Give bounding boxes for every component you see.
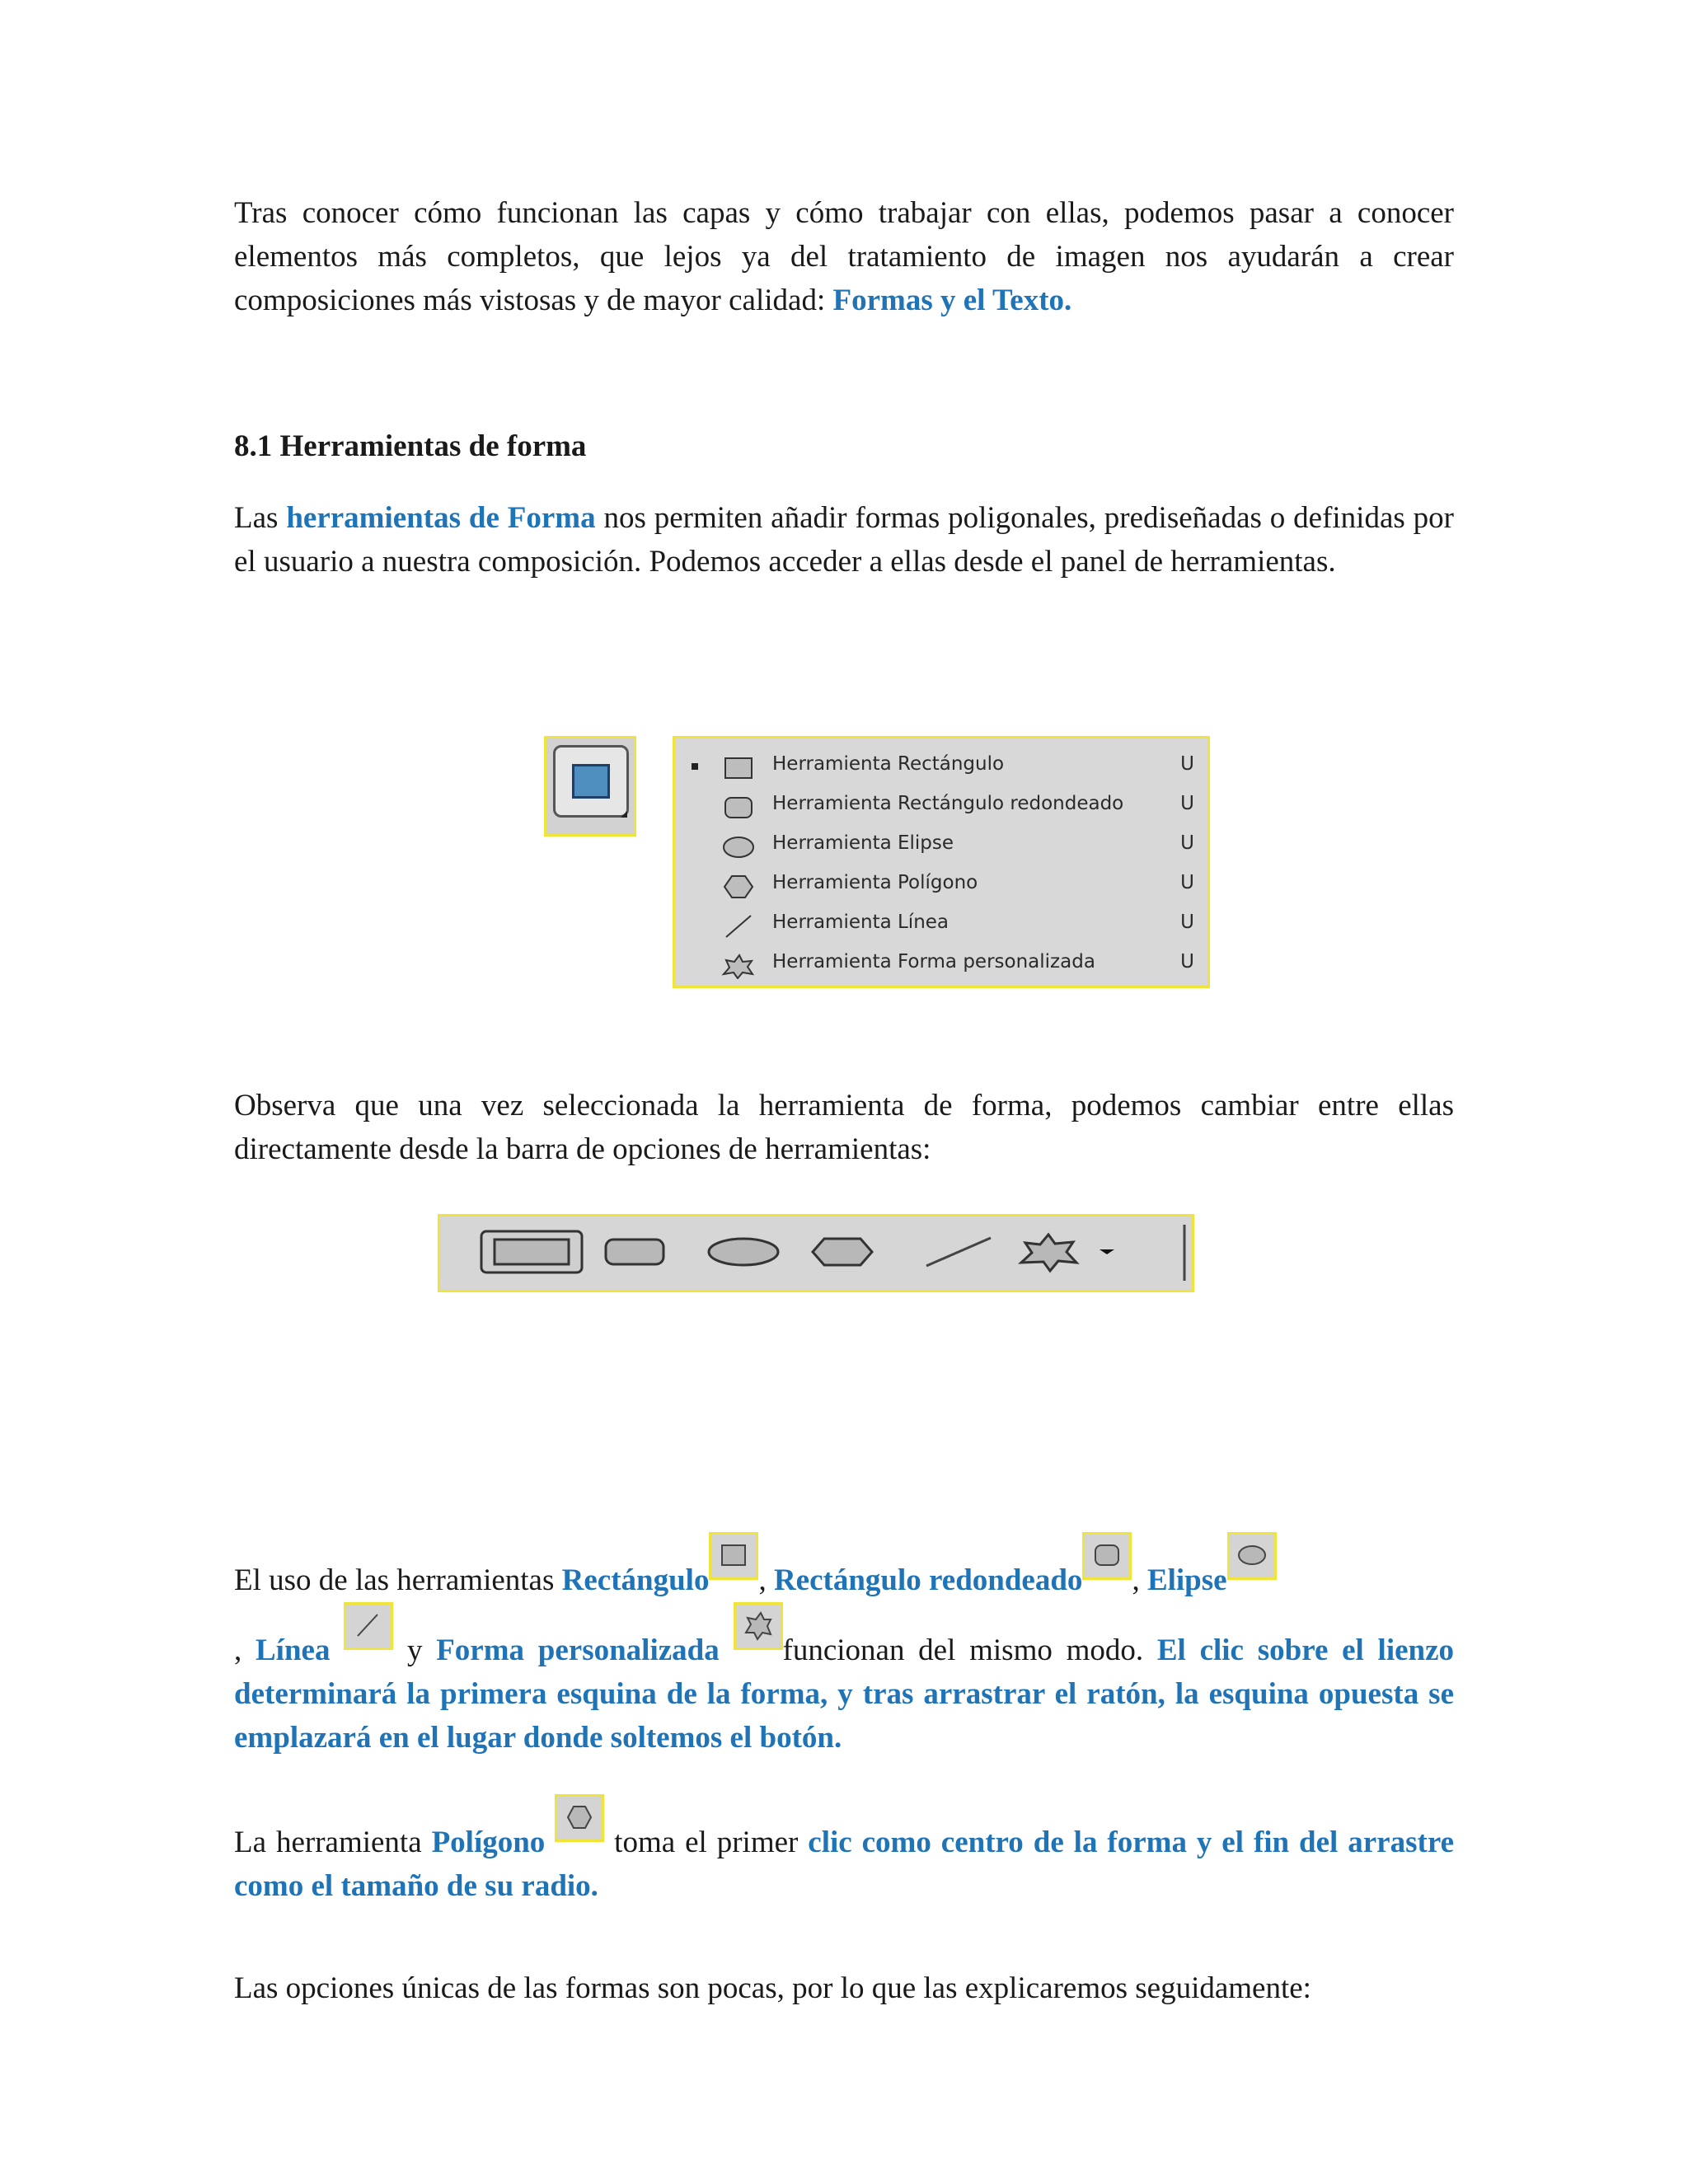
rectangle-icon	[495, 1240, 569, 1264]
shape-tools-menu	[673, 736, 1210, 988]
rounded-rectangle-icon[interactable]	[606, 1240, 663, 1264]
menu-item-label: Herramienta Línea	[772, 912, 950, 933]
options-paragraph: Las opciones únicas de las formas son pocas, por lo que las explicaremos seguidamente:	[234, 1971, 1311, 2005]
shape-tools-highlight: herramientas de Forma	[286, 501, 596, 535]
polygon-term: Polígono	[431, 1825, 546, 1859]
usage-highlight: El clic sobre el lienzo determinará la primera esquina de la forma, y tras arrastrar el ratón, la esquina opuesta se emplazará en el lugar donde soltemos el botón.	[234, 1633, 1455, 1755]
menu-item-polygon[interactable]	[675, 865, 1207, 905]
rectangle-icon	[721, 755, 756, 781]
shape-tool-button-frame	[553, 745, 629, 818]
polygon-paragraph	[234, 1794, 1454, 1908]
line-icon	[721, 913, 756, 940]
menu-item-label: Herramienta Rectángulo	[772, 753, 1005, 775]
text-run: ,	[758, 1563, 774, 1597]
custom-shape-icon	[734, 1602, 783, 1650]
rectangle-term: Rectángulo	[561, 1563, 710, 1597]
menu-item-shortcut: U	[1180, 912, 1194, 933]
line-icon[interactable]	[926, 1238, 991, 1266]
menu-item-label: Herramienta Polígono	[772, 872, 978, 893]
line-term: Línea	[256, 1633, 331, 1667]
intro-highlight: Formas y el Texto.	[832, 284, 1072, 317]
menu-item-shortcut: U	[1180, 872, 1194, 893]
menu-item-shortcut: U	[1180, 832, 1194, 854]
text-run: Las	[234, 501, 287, 535]
rectangle-icon	[709, 1532, 758, 1580]
text-run: y	[393, 1633, 437, 1667]
menu-item-rounded-rectangle[interactable]	[675, 786, 1207, 826]
menu-item-shortcut: U	[1180, 951, 1194, 972]
rounded-rectangle-icon	[1082, 1532, 1132, 1580]
menu-item-rectangle[interactable]	[675, 747, 1207, 786]
text-run: funcionan del mismo modo.	[782, 1633, 1157, 1667]
section-heading: 8.1 Herramientas de forma	[234, 429, 587, 463]
custom-shape-term: Forma personalizada	[436, 1633, 720, 1667]
polygon-highlight: clic como centro de la forma y el fin del arrastre como el tamaño de su radio.	[234, 1825, 1454, 1903]
menu-item-label: Herramienta Forma personalizada	[772, 951, 1095, 972]
ellipse-icon	[1227, 1532, 1277, 1580]
rounded-rectangle-icon	[721, 794, 756, 821]
shape-tools-paragraph	[234, 496, 1454, 583]
intro-paragraph	[234, 191, 1454, 322]
shape-options-bar	[438, 1214, 1194, 1292]
selected-bullet-icon	[692, 763, 698, 770]
menu-item-shortcut: U	[1180, 793, 1194, 814]
polygon-icon	[555, 1794, 604, 1842]
custom-shape-icon[interactable]	[1021, 1235, 1076, 1271]
options-bar-paragraph: Observa que una vez seleccionada la herramienta de forma, podemos cambiar entre ellas directamente desde la barra de opciones de herramientas:	[234, 1089, 1454, 1166]
menu-item-label: Herramienta Rectángulo redondeado	[772, 793, 1124, 814]
menu-item-shortcut: U	[1180, 753, 1194, 775]
polygon-icon[interactable]	[813, 1239, 872, 1265]
text-run: La herramienta	[234, 1825, 432, 1859]
text-run: El uso de las herramientas	[234, 1563, 562, 1597]
rectangle-icon	[572, 764, 610, 799]
line-icon	[344, 1602, 393, 1650]
ellipse-term: Elipse	[1146, 1563, 1227, 1597]
rounded-rectangle-term: Rectángulo redondeado	[773, 1563, 1083, 1597]
dropdown-arrow-icon[interactable]	[1100, 1249, 1114, 1254]
usage-paragraph	[234, 1532, 1454, 1760]
text-run: ,	[1132, 1563, 1147, 1597]
menu-item-label: Herramienta Elipse	[772, 832, 954, 854]
ellipse-icon[interactable]	[709, 1239, 778, 1265]
polygon-icon	[721, 874, 756, 900]
text-run: toma el primer	[604, 1825, 809, 1859]
intro-text: Tras conocer cómo funcionan las capas y cómo trabajar con ellas, podemos pasar a conocer elementos más completos, que lejos ya del tratamiento de imagen nos ayudarán a crear composiciones más vistosas y de mayor calidad:	[234, 196, 1454, 317]
shape-tool-button[interactable]	[544, 736, 636, 837]
rectangle-tool-option[interactable]	[481, 1231, 582, 1272]
text-run: nos permiten añadir formas poligonales, prediseñadas o definidas por el usuario a nuestra composición. Podemos acceder a ellas desde el panel de herramientas.	[234, 501, 1454, 579]
menu-item-ellipse[interactable]	[675, 826, 1207, 865]
menu-item-line[interactable]	[675, 905, 1207, 944]
custom-shape-icon	[721, 953, 756, 979]
flyout-indicator-icon	[621, 811, 627, 818]
text-run: ,	[234, 1633, 256, 1667]
ellipse-icon	[721, 834, 756, 860]
menu-item-custom-shape[interactable]	[675, 944, 1207, 984]
